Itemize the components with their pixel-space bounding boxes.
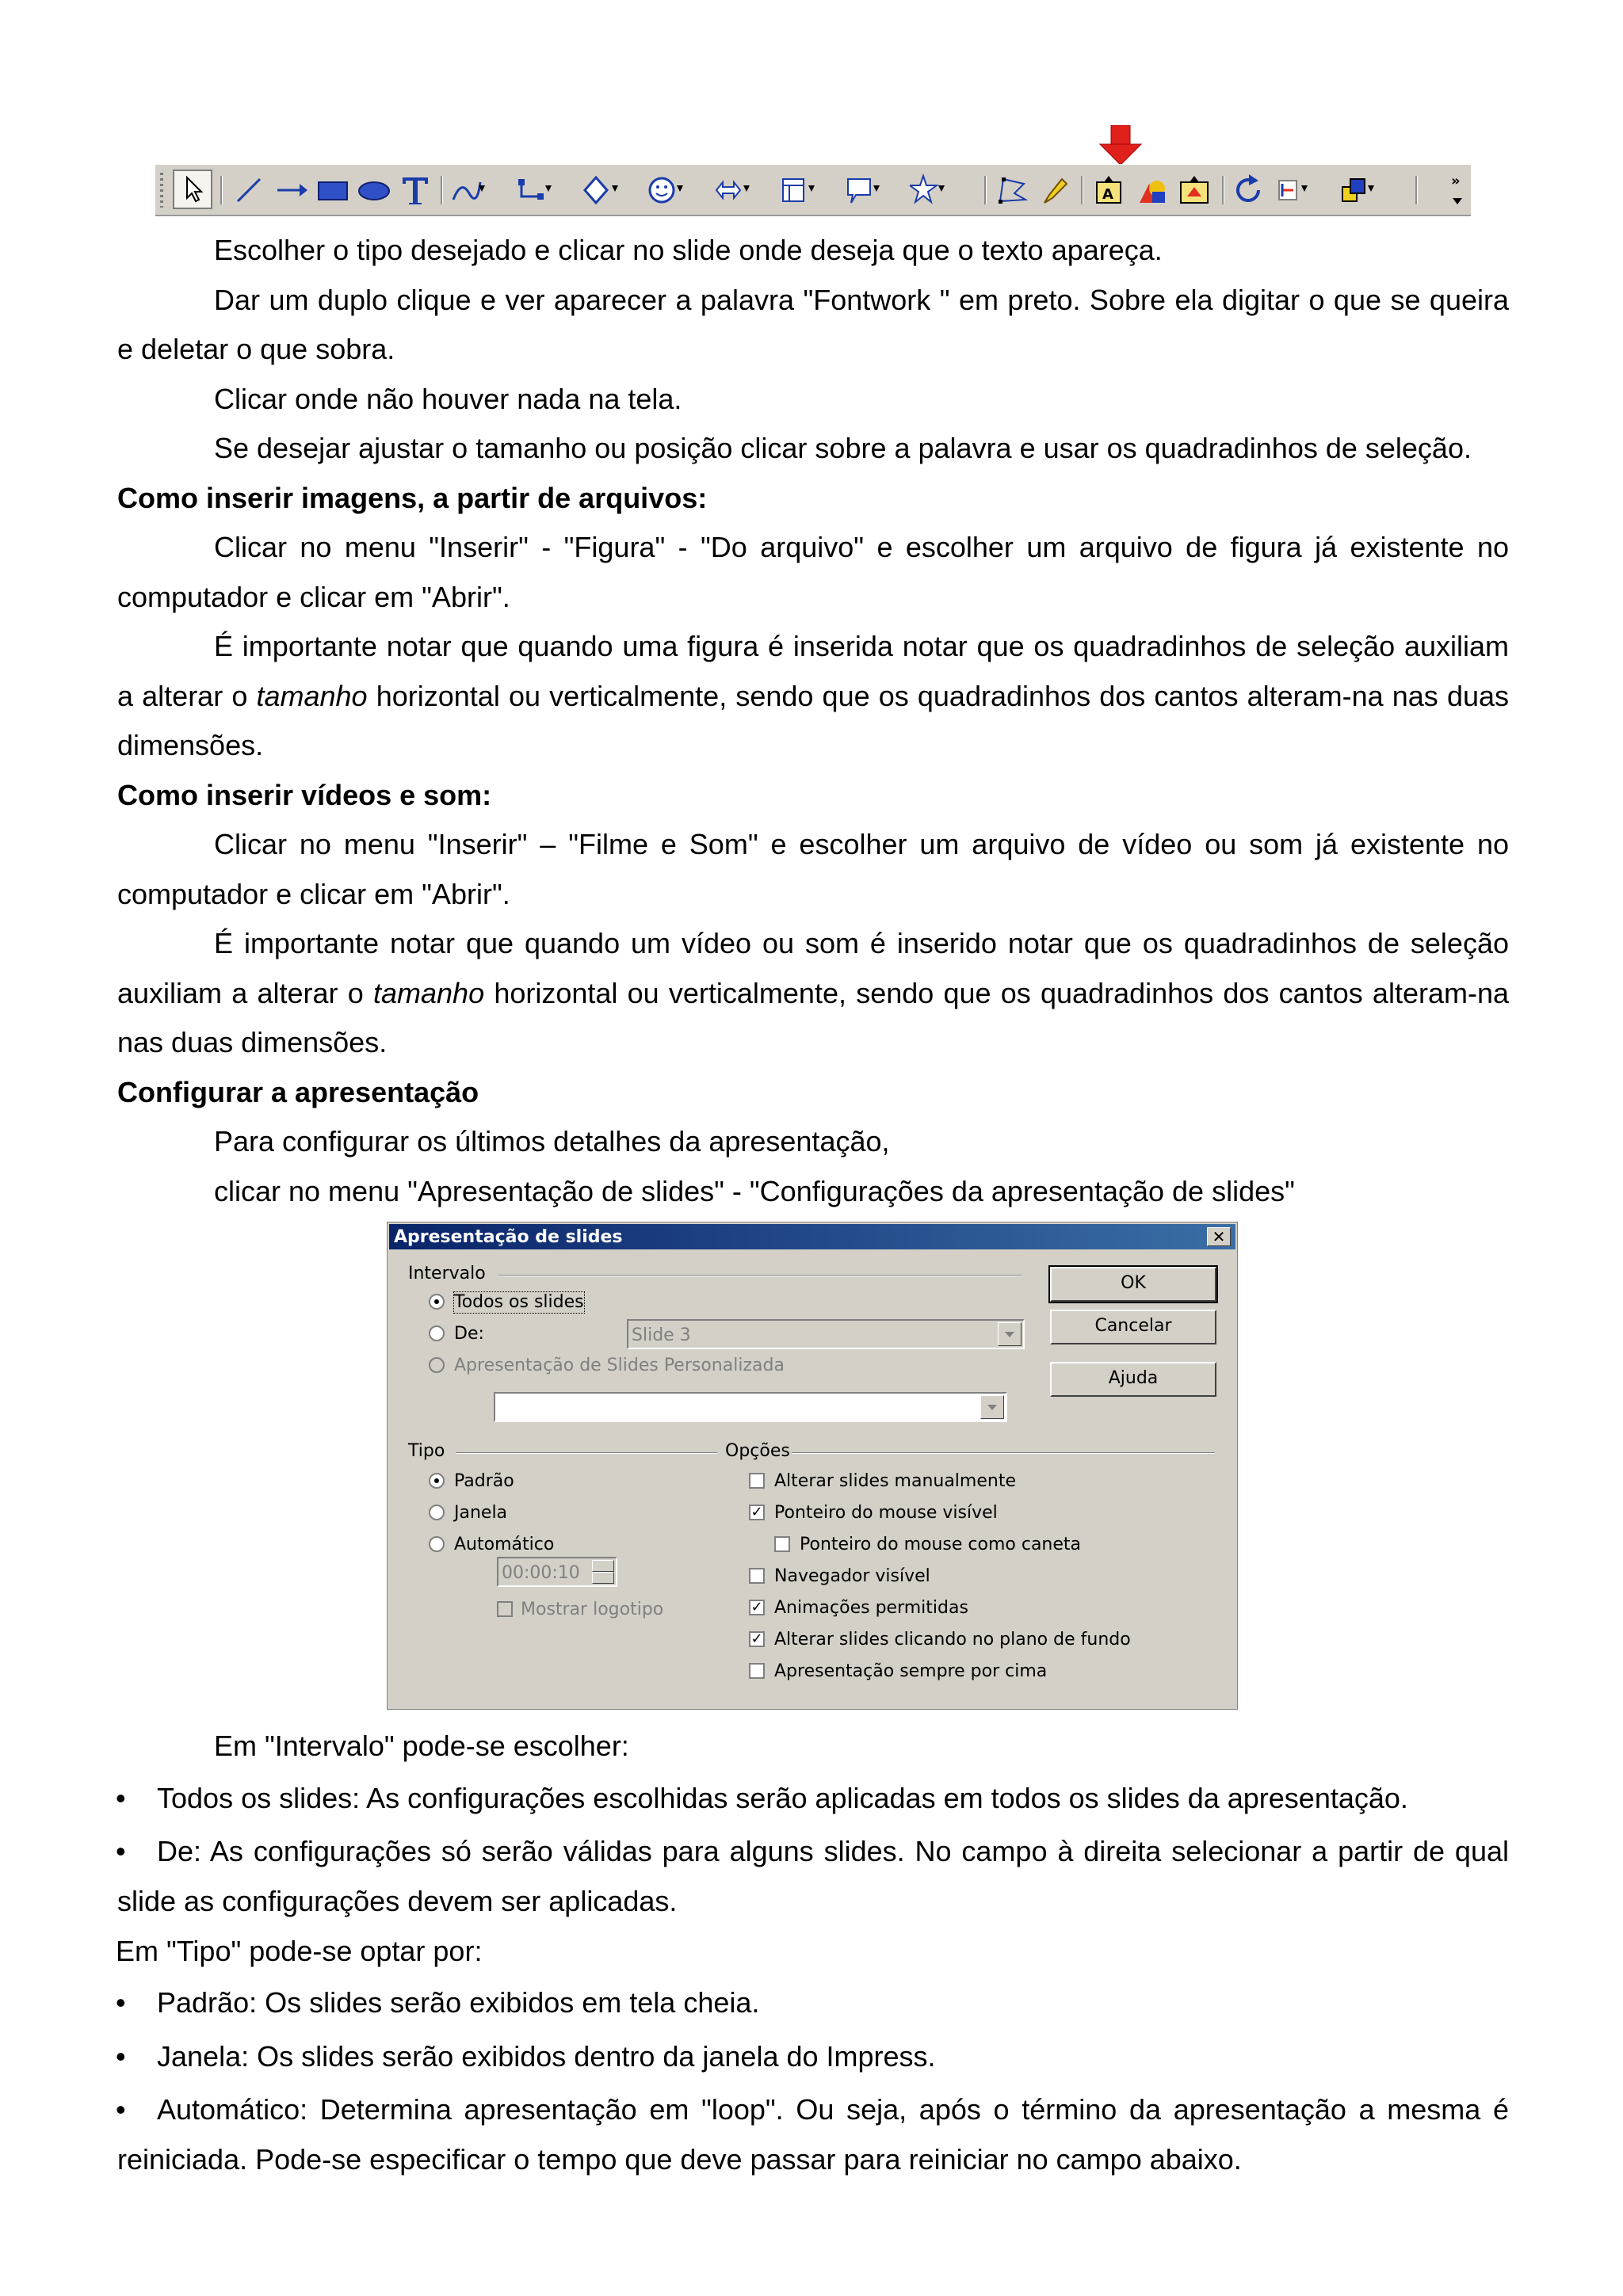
manual-advance-label[interactable]: Alterar slides manualmente — [774, 1471, 1016, 1491]
auto-label[interactable]: Automático — [454, 1535, 555, 1554]
dialog-title-bar[interactable] — [389, 1224, 1235, 1249]
list-item-continuation: reiniciada. Pode-se especificar o tempo que deve passar para reiniciar no campo abaixo. — [117, 2143, 1242, 2176]
paragraph: Clicar no menu "Inserir" – "Filme e Som" e escolher um arquivo de vídeo ou som já existente no — [214, 828, 1509, 860]
paragraph: Se desejar ajustar o tamanho ou posição clicar sobre a palavra e usar os quadradinhos de seleção. — [214, 432, 1472, 464]
ellipse-icon[interactable] — [357, 173, 391, 208]
options-group-label: Opções — [725, 1441, 790, 1461]
dialog-title: Apresentação de slides — [394, 1227, 623, 1247]
paragraph: Escolher o tipo desejado e clicar no slide onde deseja que o texto apareça. — [214, 234, 1163, 266]
curve-icon[interactable] — [450, 173, 485, 208]
manual-advance-checkbox[interactable] — [749, 1473, 765, 1489]
list-item-continuation: slide as configurações devem ser aplicadas. — [117, 1885, 678, 1917]
from-slide-value: Slide 3 — [632, 1325, 691, 1345]
window-label[interactable]: Janela — [454, 1503, 508, 1523]
ok-button[interactable]: OK — [1050, 1267, 1216, 1302]
animations-checkbox[interactable]: ✓ — [749, 1600, 765, 1615]
mouse-pen-label[interactable]: Ponteiro do mouse como caneta — [800, 1535, 1082, 1554]
paragraph: Clicar onde não houver nada na tela. — [214, 383, 682, 415]
rotate-icon[interactable] — [1232, 173, 1266, 208]
close-button[interactable]: ✕ — [1207, 1227, 1231, 1246]
pause-time-field[interactable] — [497, 1557, 617, 1587]
chevron-down-icon[interactable] — [980, 1395, 1004, 1419]
paragraph: É importante notar que quando uma figura é inserida notar que os quadradinhos de seleção auxiliam — [214, 630, 1509, 662]
spin-buttons[interactable] — [592, 1560, 614, 1584]
paragraph: computador e clicar em "Abrir". — [117, 878, 510, 910]
click-background-label[interactable]: Alterar slides clicando no plano de fundo — [774, 1630, 1131, 1650]
auto-radio[interactable] — [429, 1536, 445, 1552]
help-button[interactable]: Ajuda — [1050, 1362, 1216, 1397]
always-on-top-checkbox[interactable] — [749, 1663, 765, 1679]
show-logo-label: Mostrar logotipo — [521, 1600, 664, 1619]
paragraph: É importante notar que quando um vídeo ou som é inserido notar que os quadradinhos de seleção — [214, 927, 1509, 959]
symbol-shapes-icon[interactable] — [648, 173, 683, 208]
window-radio[interactable] — [429, 1505, 445, 1520]
custom-show-select[interactable] — [494, 1392, 1007, 1422]
drawing-toolbar — [155, 164, 1471, 216]
slideshow-settings-dialog — [387, 1222, 1238, 1710]
bullet: • — [116, 1986, 126, 2019]
chevron-down-icon[interactable] — [998, 1322, 1022, 1346]
always-on-top-label[interactable]: Apresentação sempre por cima — [774, 1661, 1048, 1681]
points-icon[interactable] — [995, 173, 1030, 208]
paragraph: dimensões. — [117, 729, 264, 761]
flowchart-icon[interactable] — [780, 173, 815, 208]
block-arrows-icon[interactable] — [715, 173, 750, 208]
red-pointer-arrow-icon — [1098, 125, 1143, 166]
from-radio[interactable] — [429, 1325, 445, 1341]
custom-show-radio[interactable] — [429, 1357, 445, 1373]
paragraph: Em "Intervalo" pode-se escolher: — [214, 1730, 629, 1762]
paragraph: Em "Tipo" pode-se optar por: — [116, 1935, 483, 1967]
navigator-label[interactable]: Navegador visível — [774, 1566, 930, 1586]
navigator-checkbox[interactable] — [749, 1568, 765, 1584]
from-label[interactable]: De: — [454, 1324, 484, 1344]
show-logo-checkbox[interactable] — [497, 1601, 513, 1617]
rectangle-icon[interactable] — [315, 173, 350, 208]
standard-label[interactable]: Padrão — [454, 1471, 514, 1491]
list-item: Todos os slides: As configurações escolhidas serão aplicadas em todos os slides da apresentação. — [157, 1782, 1408, 1814]
list-item: Janela: Os slides serão exibidos dentro da janela do Impress. — [157, 2040, 936, 2073]
interval-group-label: Intervalo — [408, 1264, 486, 1283]
animations-label[interactable]: Animações permitidas — [774, 1598, 968, 1618]
toolbar-grip[interactable] — [160, 173, 163, 208]
callouts-icon[interactable] — [845, 173, 880, 208]
cancel-button[interactable]: Cancelar — [1050, 1310, 1216, 1344]
all-slides-label[interactable]: Todos os slides — [454, 1292, 584, 1312]
paragraph: clicar no menu "Apresentação de slides" - "Configurações da apresentação de slides" — [214, 1175, 1295, 1207]
alignment-icon[interactable] — [1274, 173, 1309, 208]
stars-icon[interactable] — [910, 173, 945, 208]
select-arrow-icon[interactable] — [176, 171, 211, 206]
bullet: • — [116, 1782, 126, 1814]
basic-shapes-icon[interactable] — [583, 173, 618, 208]
bullet: • — [116, 2040, 126, 2073]
from-slide-select[interactable] — [627, 1319, 1025, 1349]
click-background-checkbox[interactable]: ✓ — [749, 1631, 765, 1647]
section-heading: Configurar a apresentação — [117, 1076, 479, 1108]
paragraph: Dar um duplo clique e ver aparecer a palavra "Fontwork " em preto. Sobre ela digitar o que se queira — [214, 284, 1509, 316]
type-group-label: Tipo — [408, 1441, 445, 1461]
section-heading: Como inserir vídeos e som: — [117, 779, 492, 811]
paragraph: computador e clicar em "Abrir". — [117, 581, 510, 613]
connector-icon[interactable] — [517, 173, 552, 208]
pause-time-value: 00:00:10 — [502, 1563, 580, 1583]
svg-text:A: A — [1102, 186, 1113, 203]
bullet: • — [116, 1835, 126, 1867]
arrange-icon[interactable] — [1339, 173, 1374, 208]
all-slides-radio[interactable] — [429, 1294, 445, 1310]
paragraph: e deletar o que sobra. — [117, 333, 395, 365]
paragraph: auxiliam a alterar o tamanho horizontal ou verticalmente, sendo que os quadradinhos dos cantos alteram-na — [117, 977, 1510, 1009]
standard-radio[interactable] — [429, 1473, 445, 1489]
list-item: Automático: Determina apresentação em "loop". Ou seja, após o término da apresentação a mesma é — [157, 2093, 1509, 2126]
glue-points-icon[interactable] — [1038, 173, 1073, 208]
list-item: De: As configurações só serão válidas para alguns slides. No campo à direita selecionar a partir de qual — [157, 1835, 1509, 1867]
section-heading: Como inserir imagens, a partir de arquivos: — [117, 482, 708, 514]
custom-show-label: Apresentação de Slides Personalizada — [454, 1356, 785, 1375]
paragraph: Clicar no menu "Inserir" - "Figura" - "Do arquivo" e escolher um arquivo de figura já existente no — [214, 531, 1509, 563]
bullet: • — [116, 2093, 126, 2126]
mouse-visible-label[interactable]: Ponteiro do mouse visível — [774, 1503, 998, 1523]
fontwork-gallery-icon[interactable] — [1092, 173, 1127, 208]
list-item: Padrão: Os slides serão exibidos em tela cheia. — [157, 1986, 760, 2019]
toolbar-overflow-button[interactable] — [1449, 171, 1466, 211]
line-arrow-icon[interactable] — [274, 173, 309, 208]
text-icon[interactable] — [398, 173, 433, 208]
from-file-icon[interactable] — [1135, 173, 1170, 208]
svg-text:»: » — [1451, 173, 1461, 189]
mouse-pen-checkbox[interactable] — [774, 1536, 790, 1552]
paragraph: Para configurar os últimos detalhes da apresentação, — [214, 1125, 890, 1158]
mouse-visible-checkbox[interactable]: ✓ — [749, 1505, 765, 1520]
paragraph: nas duas dimensões. — [117, 1026, 388, 1058]
paragraph: a alterar o tamanho horizontal ou verticalmente, sendo que os quadradinhos dos cantos alteram-na nas duas — [117, 680, 1510, 712]
line-icon[interactable] — [231, 173, 266, 208]
insert-object-icon[interactable] — [1178, 173, 1212, 208]
